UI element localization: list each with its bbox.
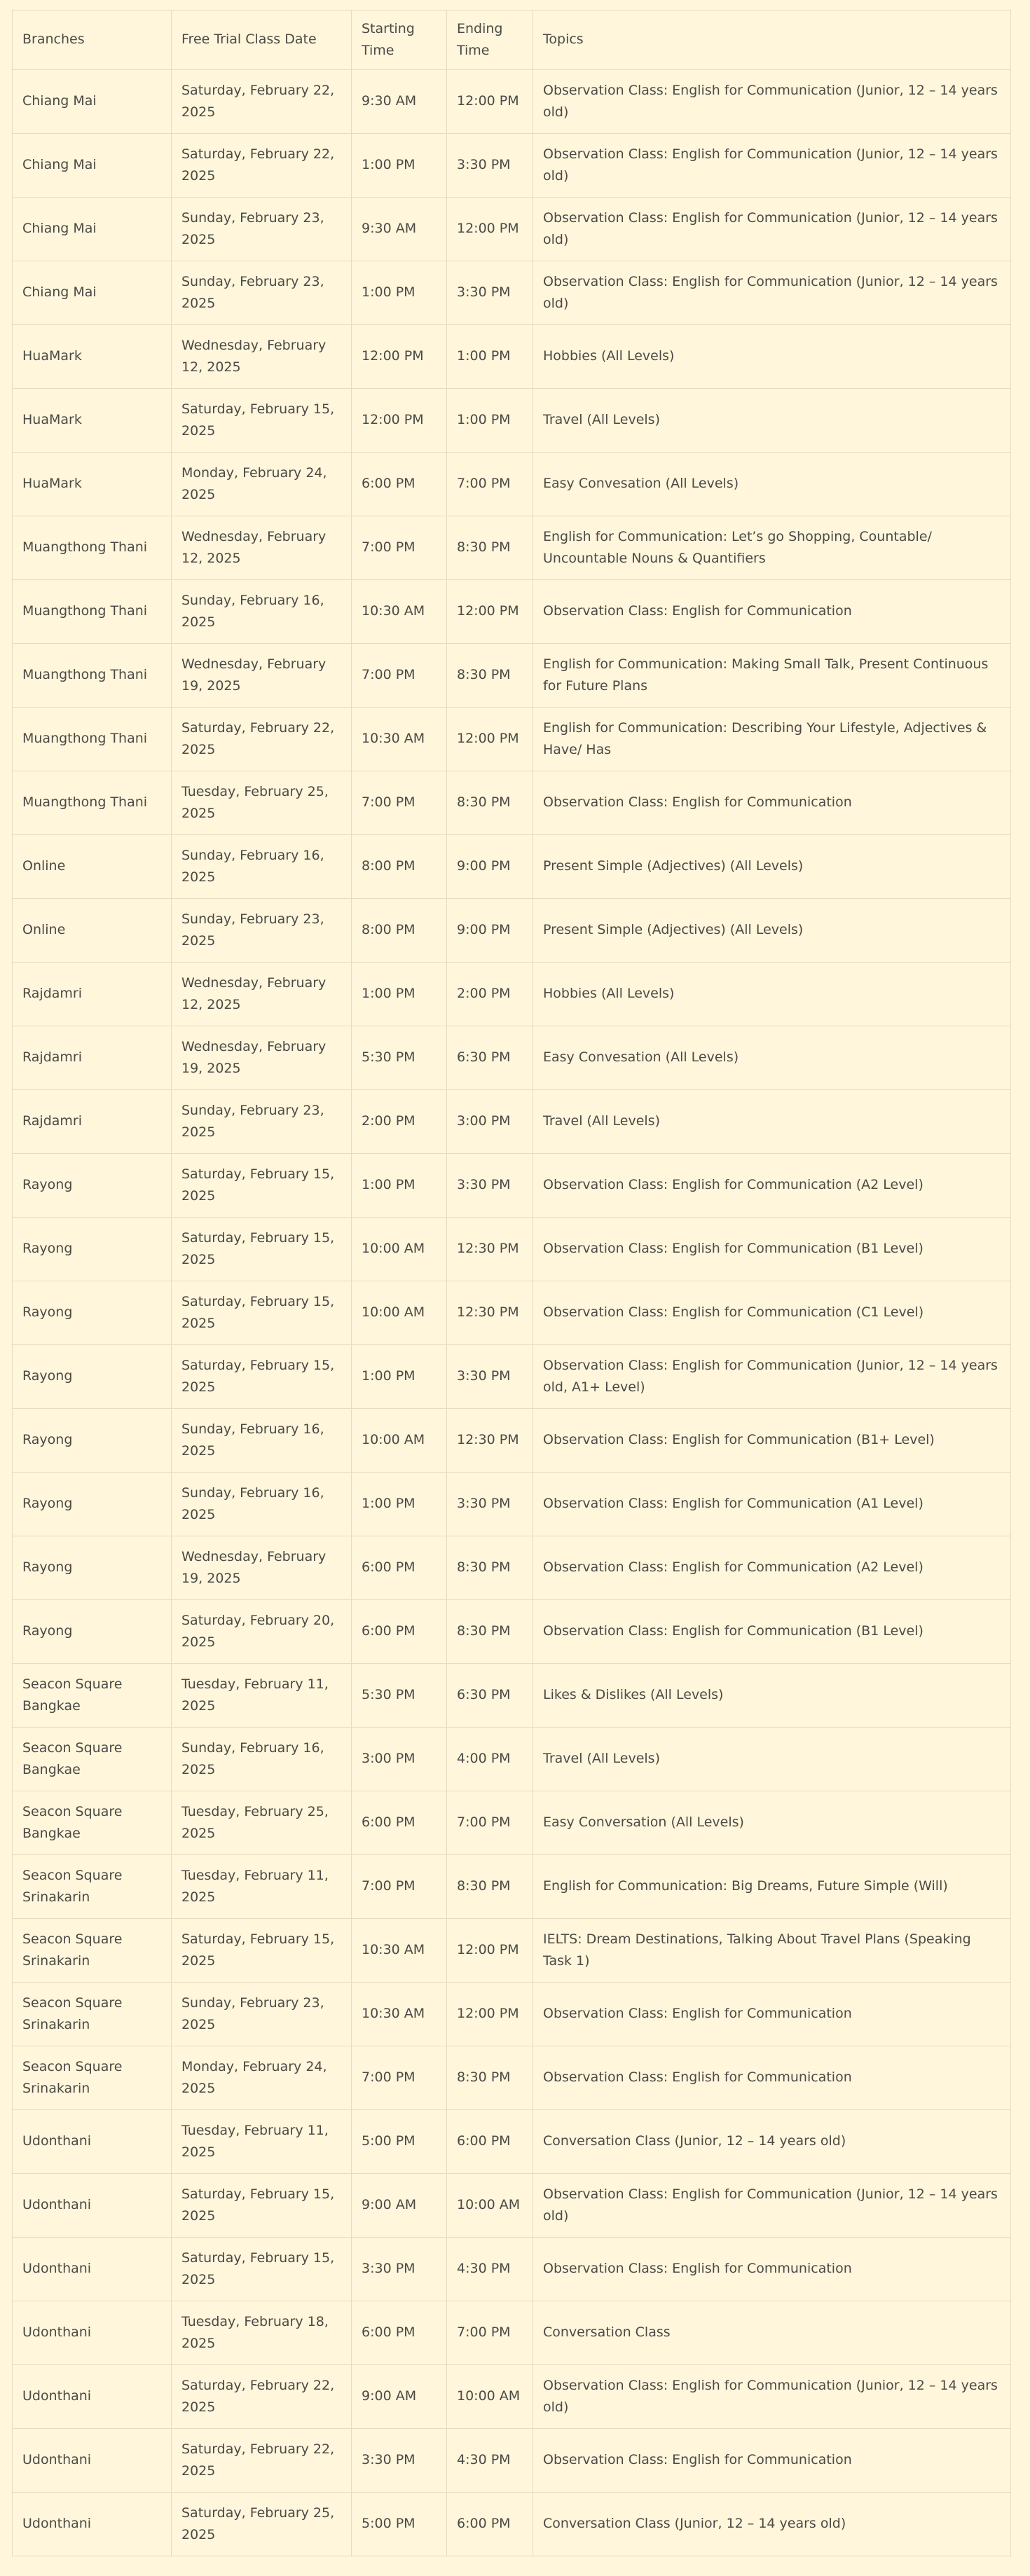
table-row xyxy=(13,1281,1011,1345)
date-cell: Sunday, February 23, 2025 xyxy=(172,1090,352,1154)
date-cell: Sunday, February 16, 2025 xyxy=(172,580,352,644)
start-time-cell: 10:30 AM xyxy=(352,580,447,644)
topic-cell: Observation Class: English for Communication (Junior, 12 – 14 years old, A1+ Level) xyxy=(533,1345,1011,1409)
table-row xyxy=(13,1409,1011,1473)
date-cell: Saturday, February 15, 2025 xyxy=(172,1281,352,1345)
topic-cell: Observation Class: English for Communication xyxy=(533,580,1011,644)
start-time-cell: 2:00 PM xyxy=(352,1090,447,1154)
start-time-cell: 6:00 PM xyxy=(352,1600,447,1664)
table-row xyxy=(13,2365,1011,2429)
start-time-cell: 9:30 AM xyxy=(352,70,447,134)
branch-cell: Seacon Square Srinakarin xyxy=(13,2046,172,2110)
branch-cell: Muangthong Thani xyxy=(13,644,172,708)
table-row xyxy=(13,1983,1011,2046)
start-time-cell: 3:30 PM xyxy=(352,2238,447,2301)
branch-cell: Muangthong Thani xyxy=(13,708,172,771)
end-time-cell: 12:00 PM xyxy=(447,1983,533,2046)
branch-cell: Seacon Square Srinakarin xyxy=(13,1919,172,1983)
date-cell: Tuesday, February 25, 2025 xyxy=(172,771,352,835)
date-cell: Saturday, February 22, 2025 xyxy=(172,70,352,134)
branch-cell: Rajdamri xyxy=(13,963,172,1026)
table-row xyxy=(13,2110,1011,2174)
branch-cell: Seacon Square Srinakarin xyxy=(13,1855,172,1919)
end-time-cell: 6:00 PM xyxy=(447,2493,533,2556)
date-cell: Sunday, February 16, 2025 xyxy=(172,1728,352,1791)
start-time-cell: 9:00 AM xyxy=(352,2174,447,2238)
branch-cell: HuaMark xyxy=(13,453,172,516)
branch-cell: Chiang Mai xyxy=(13,70,172,134)
branch-cell: Seacon Square Srinakarin xyxy=(13,1983,172,2046)
end-time-cell: 2:00 PM xyxy=(447,963,533,1026)
table-row xyxy=(13,1154,1011,1218)
start-time-cell: 8:00 PM xyxy=(352,835,447,899)
start-time-cell: 10:30 AM xyxy=(352,1983,447,2046)
start-time-cell: 7:00 PM xyxy=(352,2046,447,2110)
date-cell: Wednesday, February 19, 2025 xyxy=(172,1026,352,1090)
table-row xyxy=(13,261,1011,325)
topic-cell: Likes & Dislikes (All Levels) xyxy=(533,1664,1011,1728)
topic-cell: Observation Class: English for Communication (C1 Level) xyxy=(533,1281,1011,1345)
date-cell: Sunday, February 16, 2025 xyxy=(172,1473,352,1536)
branch-cell: Seacon Square Bangkae xyxy=(13,1664,172,1728)
table-row xyxy=(13,1345,1011,1409)
branch-cell: Rayong xyxy=(13,1600,172,1664)
date-cell: Wednesday, February 19, 2025 xyxy=(172,644,352,708)
topic-cell: English for Communication: Describing Your Lifestyle, Adjectives & Have/ Has xyxy=(533,708,1011,771)
branch-cell: Rajdamri xyxy=(13,1090,172,1154)
table-row xyxy=(13,2493,1011,2556)
start-time-cell: 3:30 PM xyxy=(352,2429,447,2493)
branch-cell: Rajdamri xyxy=(13,1026,172,1090)
topic-cell: Observation Class: English for Communication (Junior, 12 – 14 years old) xyxy=(533,70,1011,134)
table-row xyxy=(13,2174,1011,2238)
branch-cell: Muangthong Thani xyxy=(13,771,172,835)
start-time-cell: 10:30 AM xyxy=(352,708,447,771)
end-time-cell: 6:30 PM xyxy=(447,1026,533,1090)
topic-cell: Observation Class: English for Communication (B1+ Level) xyxy=(533,1409,1011,1473)
topic-cell: Observation Class: English for Communication (B1 Level) xyxy=(533,1218,1011,1281)
date-cell: Tuesday, February 11, 2025 xyxy=(172,1664,352,1728)
start-time-cell: 5:00 PM xyxy=(352,2493,447,2556)
date-cell: Wednesday, February 12, 2025 xyxy=(172,325,352,389)
start-time-cell: 12:00 PM xyxy=(352,325,447,389)
branch-cell: Chiang Mai xyxy=(13,198,172,261)
end-time-cell: 10:00 AM xyxy=(447,2365,533,2429)
date-cell: Saturday, February 15, 2025 xyxy=(172,2238,352,2301)
end-time-cell: 3:00 PM xyxy=(447,1090,533,1154)
topic-cell: Observation Class: English for Communication (Junior, 12 – 14 years old) xyxy=(533,198,1011,261)
branch-cell: Udonthani xyxy=(13,2174,172,2238)
branch-cell: Udonthani xyxy=(13,2110,172,2174)
date-cell: Saturday, February 22, 2025 xyxy=(172,2429,352,2493)
date-cell: Wednesday, February 12, 2025 xyxy=(172,963,352,1026)
date-cell: Tuesday, February 18, 2025 xyxy=(172,2301,352,2365)
end-time-cell: 3:30 PM xyxy=(447,1345,533,1409)
date-cell: Saturday, February 15, 2025 xyxy=(172,1919,352,1983)
branch-cell: Muangthong Thani xyxy=(13,516,172,580)
branch-cell: Rayong xyxy=(13,1536,172,1600)
table-row xyxy=(13,70,1011,134)
end-time-cell: 4:00 PM xyxy=(447,1728,533,1791)
date-cell: Saturday, February 15, 2025 xyxy=(172,1345,352,1409)
topic-cell: Easy Conversation (All Levels) xyxy=(533,1791,1011,1855)
topic-cell: Easy Convesation (All Levels) xyxy=(533,453,1011,516)
branch-cell: HuaMark xyxy=(13,325,172,389)
date-cell: Monday, February 24, 2025 xyxy=(172,453,352,516)
table-row xyxy=(13,2429,1011,2493)
topic-cell: Present Simple (Adjectives) (All Levels) xyxy=(533,899,1011,963)
date-cell: Sunday, February 23, 2025 xyxy=(172,261,352,325)
table-row xyxy=(13,2301,1011,2365)
date-cell: Saturday, February 22, 2025 xyxy=(172,134,352,198)
topic-cell: Observation Class: English for Communication xyxy=(533,771,1011,835)
branch-cell: HuaMark xyxy=(13,389,172,453)
start-time-cell: 1:00 PM xyxy=(352,1473,447,1536)
header-branches: Branches xyxy=(13,11,172,70)
topic-cell: Observation Class: English for Communication (Junior, 12 – 14 years old) xyxy=(533,2174,1011,2238)
end-time-cell: 8:30 PM xyxy=(447,1536,533,1600)
end-time-cell: 4:30 PM xyxy=(447,2238,533,2301)
end-time-cell: 8:30 PM xyxy=(447,644,533,708)
table-row xyxy=(13,1791,1011,1855)
end-time-cell: 1:00 PM xyxy=(447,325,533,389)
table-row xyxy=(13,580,1011,644)
topic-cell: Hobbies (All Levels) xyxy=(533,325,1011,389)
end-time-cell: 8:30 PM xyxy=(447,771,533,835)
table-row xyxy=(13,325,1011,389)
table-row xyxy=(13,899,1011,963)
start-time-cell: 7:00 PM xyxy=(352,644,447,708)
branch-cell: Rayong xyxy=(13,1154,172,1218)
end-time-cell: 12:00 PM xyxy=(447,1919,533,1983)
end-time-cell: 3:30 PM xyxy=(447,1473,533,1536)
topic-cell: English for Communication: Big Dreams, Future Simple (Will) xyxy=(533,1855,1011,1919)
table-row xyxy=(13,708,1011,771)
table-row xyxy=(13,835,1011,899)
table-row xyxy=(13,1536,1011,1600)
date-cell: Saturday, February 22, 2025 xyxy=(172,2365,352,2429)
branch-cell: Online xyxy=(13,899,172,963)
table-row xyxy=(13,1600,1011,1664)
end-time-cell: 7:00 PM xyxy=(447,1791,533,1855)
end-time-cell: 6:00 PM xyxy=(447,2110,533,2174)
branch-cell: Seacon Square Bangkae xyxy=(13,1728,172,1791)
table-row xyxy=(13,516,1011,580)
table-row xyxy=(13,1026,1011,1090)
table-row xyxy=(13,134,1011,198)
table-row xyxy=(13,963,1011,1026)
end-time-cell: 12:00 PM xyxy=(447,708,533,771)
date-cell: Monday, February 24, 2025 xyxy=(172,2046,352,2110)
date-cell: Sunday, February 23, 2025 xyxy=(172,198,352,261)
table-row xyxy=(13,1855,1011,1919)
topic-cell: Observation Class: English for Communication (A1 Level) xyxy=(533,1473,1011,1536)
table-row xyxy=(13,198,1011,261)
table-body xyxy=(13,70,1011,2556)
topic-cell: Conversation Class (Junior, 12 – 14 years old) xyxy=(533,2493,1011,2556)
date-cell: Sunday, February 16, 2025 xyxy=(172,1409,352,1473)
end-time-cell: 10:00 AM xyxy=(447,2174,533,2238)
topic-cell: Observation Class: English for Communication xyxy=(533,2046,1011,2110)
start-time-cell: 7:00 PM xyxy=(352,771,447,835)
branch-cell: Online xyxy=(13,835,172,899)
start-time-cell: 1:00 PM xyxy=(352,134,447,198)
date-cell: Wednesday, February 19, 2025 xyxy=(172,1536,352,1600)
end-time-cell: 1:00 PM xyxy=(447,389,533,453)
header-ending-time: Ending Time xyxy=(447,11,533,70)
end-time-cell: 9:00 PM xyxy=(447,899,533,963)
branch-cell: Udonthani xyxy=(13,2365,172,2429)
topic-cell: Conversation Class (Junior, 12 – 14 years old) xyxy=(533,2110,1011,2174)
table-header xyxy=(13,11,1011,70)
branch-cell: Udonthani xyxy=(13,2301,172,2365)
branch-cell: Rayong xyxy=(13,1473,172,1536)
end-time-cell: 12:00 PM xyxy=(447,70,533,134)
class-schedule-container xyxy=(12,10,1010,2556)
branch-cell: Muangthong Thani xyxy=(13,580,172,644)
start-time-cell: 10:00 AM xyxy=(352,1409,447,1473)
start-time-cell: 6:00 PM xyxy=(352,1791,447,1855)
branch-cell: Rayong xyxy=(13,1409,172,1473)
date-cell: Saturday, February 22, 2025 xyxy=(172,708,352,771)
start-time-cell: 1:00 PM xyxy=(352,963,447,1026)
branch-cell: Udonthani xyxy=(13,2429,172,2493)
header-starting-time: Starting Time xyxy=(352,11,447,70)
topic-cell: Travel (All Levels) xyxy=(533,1090,1011,1154)
table-row xyxy=(13,1664,1011,1728)
end-time-cell: 12:30 PM xyxy=(447,1281,533,1345)
topic-cell: Observation Class: English for Communication xyxy=(533,2429,1011,2493)
end-time-cell: 8:30 PM xyxy=(447,1600,533,1664)
date-cell: Tuesday, February 25, 2025 xyxy=(172,1791,352,1855)
topic-cell: English for Communication: Let’s go Shopping, Countable/ Uncountable Nouns & Quantifiers xyxy=(533,516,1011,580)
date-cell: Tuesday, February 11, 2025 xyxy=(172,2110,352,2174)
branch-cell: Chiang Mai xyxy=(13,134,172,198)
table-row xyxy=(13,2046,1011,2110)
end-time-cell: 12:00 PM xyxy=(447,198,533,261)
header-row xyxy=(13,11,1011,70)
end-time-cell: 8:30 PM xyxy=(447,516,533,580)
date-cell: Sunday, February 16, 2025 xyxy=(172,835,352,899)
date-cell: Sunday, February 23, 2025 xyxy=(172,1983,352,2046)
date-cell: Sunday, February 23, 2025 xyxy=(172,899,352,963)
topic-cell: Observation Class: English for Communication xyxy=(533,1983,1011,2046)
table-row xyxy=(13,2238,1011,2301)
start-time-cell: 8:00 PM xyxy=(352,899,447,963)
topic-cell: Hobbies (All Levels) xyxy=(533,963,1011,1026)
topic-cell: Observation Class: English for Communication (Junior, 12 – 14 years old) xyxy=(533,261,1011,325)
start-time-cell: 10:00 AM xyxy=(352,1281,447,1345)
start-time-cell: 7:00 PM xyxy=(352,516,447,580)
start-time-cell: 1:00 PM xyxy=(352,1345,447,1409)
table-row xyxy=(13,1218,1011,1281)
end-time-cell: 3:30 PM xyxy=(447,1154,533,1218)
start-time-cell: 1:00 PM xyxy=(352,1154,447,1218)
start-time-cell: 6:00 PM xyxy=(352,453,447,516)
end-time-cell: 4:30 PM xyxy=(447,2429,533,2493)
start-time-cell: 9:30 AM xyxy=(352,198,447,261)
date-cell: Saturday, February 25, 2025 xyxy=(172,2493,352,2556)
topic-cell: Observation Class: English for Communication (Junior, 12 – 14 years old) xyxy=(533,134,1011,198)
date-cell: Saturday, February 15, 2025 xyxy=(172,2174,352,2238)
topic-cell: Easy Convesation (All Levels) xyxy=(533,1026,1011,1090)
table-row xyxy=(13,644,1011,708)
topic-cell: IELTS: Dream Destinations, Talking About Travel Plans (Speaking Task 1) xyxy=(533,1919,1011,1983)
branch-cell: Chiang Mai xyxy=(13,261,172,325)
end-time-cell: 6:30 PM xyxy=(447,1664,533,1728)
free-trial-class-table xyxy=(12,10,1011,2556)
topic-cell: Conversation Class xyxy=(533,2301,1011,2365)
topic-cell: Observation Class: English for Communication (A2 Level) xyxy=(533,1536,1011,1600)
start-time-cell: 10:00 AM xyxy=(352,1218,447,1281)
topic-cell: Observation Class: English for Communication (Junior, 12 – 14 years old) xyxy=(533,2365,1011,2429)
end-time-cell: 12:30 PM xyxy=(447,1409,533,1473)
table-row xyxy=(13,453,1011,516)
end-time-cell: 12:30 PM xyxy=(447,1218,533,1281)
end-time-cell: 7:00 PM xyxy=(447,2301,533,2365)
start-time-cell: 12:00 PM xyxy=(352,389,447,453)
start-time-cell: 6:00 PM xyxy=(352,2301,447,2365)
table-row xyxy=(13,1919,1011,1983)
table-row xyxy=(13,1728,1011,1791)
end-time-cell: 9:00 PM xyxy=(447,835,533,899)
topic-cell: Present Simple (Adjectives) (All Levels) xyxy=(533,835,1011,899)
end-time-cell: 3:30 PM xyxy=(447,261,533,325)
branch-cell: Rayong xyxy=(13,1281,172,1345)
branch-cell: Rayong xyxy=(13,1218,172,1281)
table-row xyxy=(13,771,1011,835)
start-time-cell: 7:00 PM xyxy=(352,1855,447,1919)
topic-cell: English for Communication: Making Small Talk, Present Continuous for Future Plans xyxy=(533,644,1011,708)
start-time-cell: 10:30 AM xyxy=(352,1919,447,1983)
start-time-cell: 6:00 PM xyxy=(352,1536,447,1600)
table-row xyxy=(13,1473,1011,1536)
start-time-cell: 1:00 PM xyxy=(352,261,447,325)
start-time-cell: 5:30 PM xyxy=(352,1026,447,1090)
topic-cell: Observation Class: English for Communication (A2 Level) xyxy=(533,1154,1011,1218)
branch-cell: Udonthani xyxy=(13,2493,172,2556)
end-time-cell: 8:30 PM xyxy=(447,2046,533,2110)
date-cell: Saturday, February 15, 2025 xyxy=(172,1218,352,1281)
end-time-cell: 7:00 PM xyxy=(447,453,533,516)
topic-cell: Travel (All Levels) xyxy=(533,1728,1011,1791)
topic-cell: Observation Class: English for Communication (B1 Level) xyxy=(533,1600,1011,1664)
header-topics: Topics xyxy=(533,11,1011,70)
table-row xyxy=(13,389,1011,453)
start-time-cell: 5:30 PM xyxy=(352,1664,447,1728)
end-time-cell: 12:00 PM xyxy=(447,580,533,644)
date-cell: Saturday, February 15, 2025 xyxy=(172,1154,352,1218)
branch-cell: Udonthani xyxy=(13,2238,172,2301)
header-free-trial-class-date: Free Trial Class Date xyxy=(172,11,352,70)
date-cell: Wednesday, February 12, 2025 xyxy=(172,516,352,580)
table-row xyxy=(13,1090,1011,1154)
end-time-cell: 8:30 PM xyxy=(447,1855,533,1919)
start-time-cell: 3:00 PM xyxy=(352,1728,447,1791)
branch-cell: Rayong xyxy=(13,1345,172,1409)
start-time-cell: 9:00 AM xyxy=(352,2365,447,2429)
date-cell: Tuesday, February 11, 2025 xyxy=(172,1855,352,1919)
end-time-cell: 3:30 PM xyxy=(447,134,533,198)
date-cell: Saturday, February 20, 2025 xyxy=(172,1600,352,1664)
branch-cell: Seacon Square Bangkae xyxy=(13,1791,172,1855)
start-time-cell: 5:00 PM xyxy=(352,2110,447,2174)
topic-cell: Observation Class: English for Communication xyxy=(533,2238,1011,2301)
topic-cell: Travel (All Levels) xyxy=(533,389,1011,453)
date-cell: Saturday, February 15, 2025 xyxy=(172,389,352,453)
